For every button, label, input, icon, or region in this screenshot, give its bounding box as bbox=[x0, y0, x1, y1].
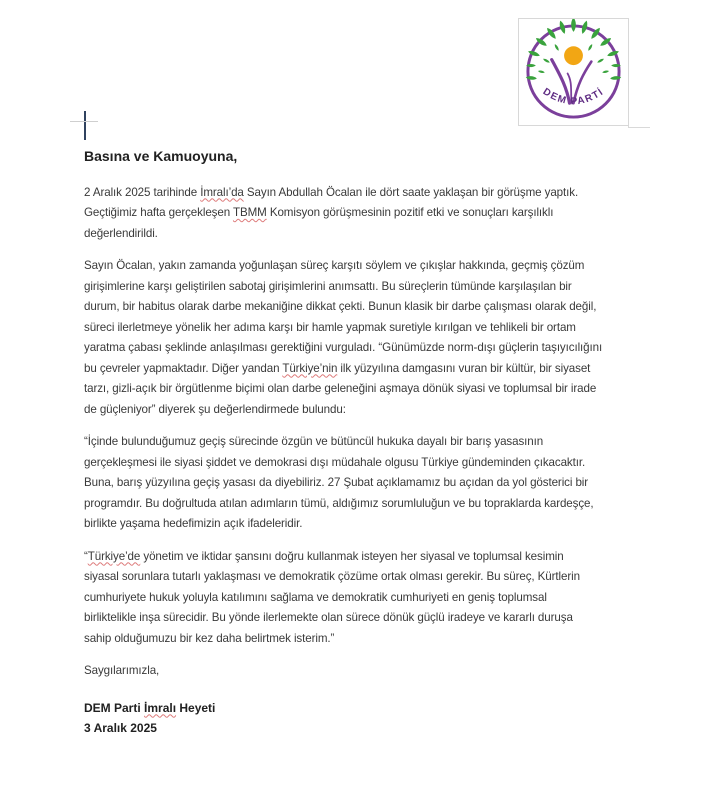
body-paragraph: “İçinde bulunduğumuz geçiş sürecinde özgün ve bütüncül hukuka dayalı bir barış yasasının gerçekleşmesi ile siyasi şiddet ve demokrasi dışı müdahale olgusu Türkiye gündeminden çıkacaktır. Buna, barış yüzyılına geçiş yasası da diyebiliriz. 27 Şubat açıklamamız bu açıdan da yol gösterici bir programdır. Bu doğrultuda atılan adımların tümü, aldığımız sorumluluğun ve bu topraklarda kardeşçe, birlikte yaşama hedefimizin açık ifadeleridir. bbox=[84, 435, 594, 530]
margin-crop-mark-right-horizontal bbox=[628, 127, 650, 128]
document-heading: Basına ve Kamuoyuna, bbox=[84, 148, 238, 164]
body-paragraph: “Türkiye’de yönetim ve iktidar şansını doğru kullanmak isteyen her siyasal ve toplumsal kesimin siyasal sorunlara tutarlı yaklaşması ve demokratik çözüme ortak olması gerekir. Bu süreç, Kürtlerin cumhuriyete hukuk yoluyla katılımını sağlama ve demokratik cumhuriyeti en geniş toplumsal birliktelikle inşa sürecidir. Bu yönde ilerlemekte olan sürece dönük güçlü iradeye ve kararlı duruşa sahip olduğumuzu bir kez daha belirtmek isterim.” bbox=[84, 549, 580, 645]
body-paragraph: 2 Aralık 2025 tarihinde İmralı’da Sayın Abdullah Öcalan ile dört saate yaklaşan bir görüşme yaptık. Geçtiğimiz hafta gerçekleşen TBMM Komisyon görüşmesinin pozitif etki ve sonuçları karşılıklı değerlendirildi. bbox=[84, 185, 579, 240]
misspelled-word: TBMM bbox=[232, 206, 267, 219]
paragraphs bbox=[84, 183, 630, 650]
text-cursor-mark bbox=[84, 111, 86, 140]
misspelled-word: İmralı bbox=[144, 700, 177, 715]
misspelled-word: Türkiye’de bbox=[87, 549, 141, 563]
dem-parti-logo bbox=[518, 18, 629, 126]
body-paragraph: Sayın Öcalan, yakın zamanda yoğunlaşan süreç karşıtı söylem ve çıkışlar hakkında, geçmiş çözüm girişimlerine karşı geliştirilen sabotaj girişimlerini anımsattı. Bu süreçlerin tümünde karşılaşılan bir durum, bir habitus olarak darbe mekaniğine dikkat çekti. Bunun klasik bir darbe çalışması olarak değil, süreci ilerletmeye yönelik her adıma karşı bir hamle yapmak suretiyle kırılgan ve tehlikeli bir ortam yaratma çabası şeklinde anlaşılması gerektiğini vurguladı. “Günümüzde norm-dışı güçlerin taşıyıcılığını bu çevreler yapmaktadır. Diğer yandan Türkiye’nin ilk yüzyılına damgasını vuran bir kültür, bir siyaset tarzı, gizli-açık bir örgütlenme biçimi olan darbe geleneğini aşmaya dönük siyasi ve toplumsal bir irade de güçleniyor” diyerek şu değerlendirmede bulundu: bbox=[84, 259, 603, 416]
misspelled-word: Türkiye’nin bbox=[282, 361, 338, 375]
misspelled-word: İmralı’da bbox=[200, 185, 244, 199]
closing-salutation: Saygılarımızla, bbox=[84, 664, 160, 677]
dem-parti-logo-svg bbox=[519, 19, 628, 125]
letter-body bbox=[84, 146, 630, 739]
logo-text: DEM PARTİ bbox=[540, 86, 607, 108]
margin-crop-mark-left bbox=[70, 121, 98, 122]
sun-icon bbox=[564, 46, 583, 65]
signature-block: DEM Parti İmralı Heyeti 3 Aralık 2025 bbox=[84, 700, 216, 735]
